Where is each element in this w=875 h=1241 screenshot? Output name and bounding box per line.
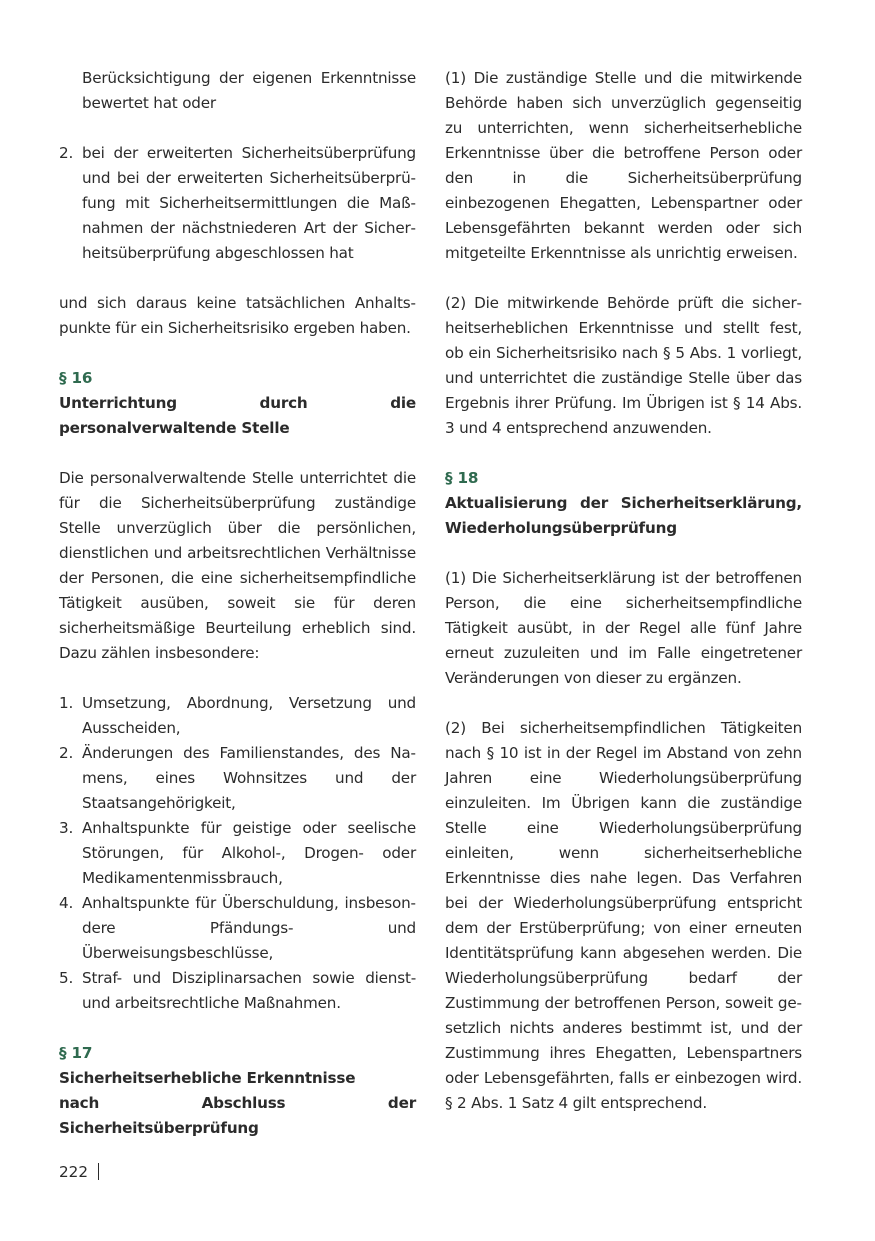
list-item [59,691,416,741]
list-text: Anhaltspunkte für Überschuldung, insbesondere Pfändungs- und Überweisungsbeschlüsse, [82,894,416,962]
list-number: 2. [59,144,74,162]
section-16-list [59,691,416,1016]
section-17-paragraph-2: (2) Die mitwirkende Behörde prüft die sicherheitserheblichen Erkenntnisse und stellt fest, ob ein Sicherheitsrisiko nach § 5 Abs. 1 vorliegt, und unterrichtet die zuständige Stelle über das Ergebnis ihrer Prüfung. Im Übrigen ist § 14 Abs. 3 und 4 entsprechend anzuwenden. [445,294,802,437]
list-number: 5. [59,969,74,987]
list-text: Änderungen des Familienstandes, des Namens, eines Wohnsitzes und der Staatsangehörigkeit, [82,744,416,812]
page-footer [59,1160,99,1185]
list-text: Umsetzung, Abordnung, Versetzung und Ausscheiden, [82,694,416,737]
list-text: Straf- und Disziplinarsachen sowie dienst- und arbeitsrechtliche Maßnahmen. [82,969,416,1012]
list-number: 3. [59,819,74,837]
section-18-number: § 18 [445,469,479,487]
list-item [59,891,416,966]
list-text: Anhaltspunkte für geistige oder seelische Störungen, für Alkohol-, Drogen- oder Medikamentenmissbrauch, [82,819,416,887]
section-16-intro: Die personalverwaltende Stelle unterrichtet die für die Sicherheitsüberprüfung zuständige Stelle unverzüglich über die persönlichen, dienstlichen und arbeitsrechtlichen Verhältnisse der Personen, die eine sicherheitsempfindliche Tätigkeit ausüben, soweit sie für deren sicherheitsmäßige Beurteilung erheblich sind. Dazu zählen insbesondere: [59,469,416,662]
left-column [59,66,416,1141]
list-number: 4. [59,894,74,912]
closing-paragraph: und sich daraus keine tatsächlichen Anhaltspunkte für ein Sicherheitsrisiko ergeben haben. [59,294,416,337]
list-item [59,141,416,266]
list-text: bei der erweiterten Sicherheitsüberprüfung und bei der erweiterten Sicherheitsüberprüfung mit Sicherheitsermittlungen die Maßnahmen der nächstniederen Art der Sicherheitsüberprüfung abgeschlossen hat [82,144,416,262]
section-18-paragraph-2: (2) Bei sicherheitsempfindlichen Tätigkeiten nach § 10 ist in der Regel im Abstand von zehn Jahren eine Wiederholungsüberprüfung einzuleiten. Im Übrigen kann die zuständige Stelle eine Wiederholungsüberprüfung einleiten, wenn sicherheitserhebliche Erkenntnisse dies nahe legen. Das Verfahren bei der Wiederholungsüberprüfung entspricht dem der Erstüberprüfung; von einer erneuten Identitätsprüfung kann abgesehen werden. Die Wiederholungsüberprüfung bedarf der Zustimmung der betroffenen Person, soweit gesetzlich nichts anderes bestimmt ist, und der Zustimmung ihres Ehegatten, Lebenspartners oder Lebensgefährten, falls er einbezogen wird. § 2 Abs. 1 Satz 4 gilt entsprechend. [445,719,802,1112]
list-item [59,816,416,891]
section-17-paragraph-1: (1) Die zuständige Stelle und die mitwirkende Behörde haben sich unverzüglich gegenseitig zu unterrichten, wenn sicherheitserhebliche Erkenntnisse über die betroffene Person oder den in die Sicherheitsüberprüfung einbezogenen Ehegatten, Lebenspartner oder Lebensgefährten bekannt werden oder sich mitgeteilte Erkenntnisse als unrichtig erweisen. [445,69,802,262]
section-18-title: Aktualisierung der Sicherheitserklärung, Wiederholungsüberprüfung [445,494,802,537]
right-column [445,66,802,1116]
section-17-title-line-1: Sicherheitserhebliche Erkenntnisse [59,1069,356,1087]
list-item [59,741,416,816]
section-17-title-line-2: nach Abschluss der Sicherheitsüberprüfung [59,1094,416,1137]
section-16-title: Unterrichtung durch die personalverwaltende Stelle [59,394,416,437]
list-item-2-block [59,141,416,266]
footer-divider [98,1163,99,1180]
page-number: 222 [59,1163,88,1181]
list-item [59,966,416,1016]
section-18-paragraph-1: (1) Die Sicherheitserklärung ist der betroffenen Person, die eine sicherheitsempfindliche Tätigkeit ausübt, in der Regel alle fünf Jahre erneut zuzuleiten und im Falle eingetretener Veränderungen von dieser zu ergänzen. [445,569,802,687]
section-16-number: § 16 [59,369,93,387]
list-number: 2. [59,744,74,762]
list-continuation-item-1: Berücksichtigung der eigenen Erkenntnisse bewertet hat oder [82,69,416,112]
section-17-number: § 17 [59,1044,93,1062]
list-number: 1. [59,694,74,712]
